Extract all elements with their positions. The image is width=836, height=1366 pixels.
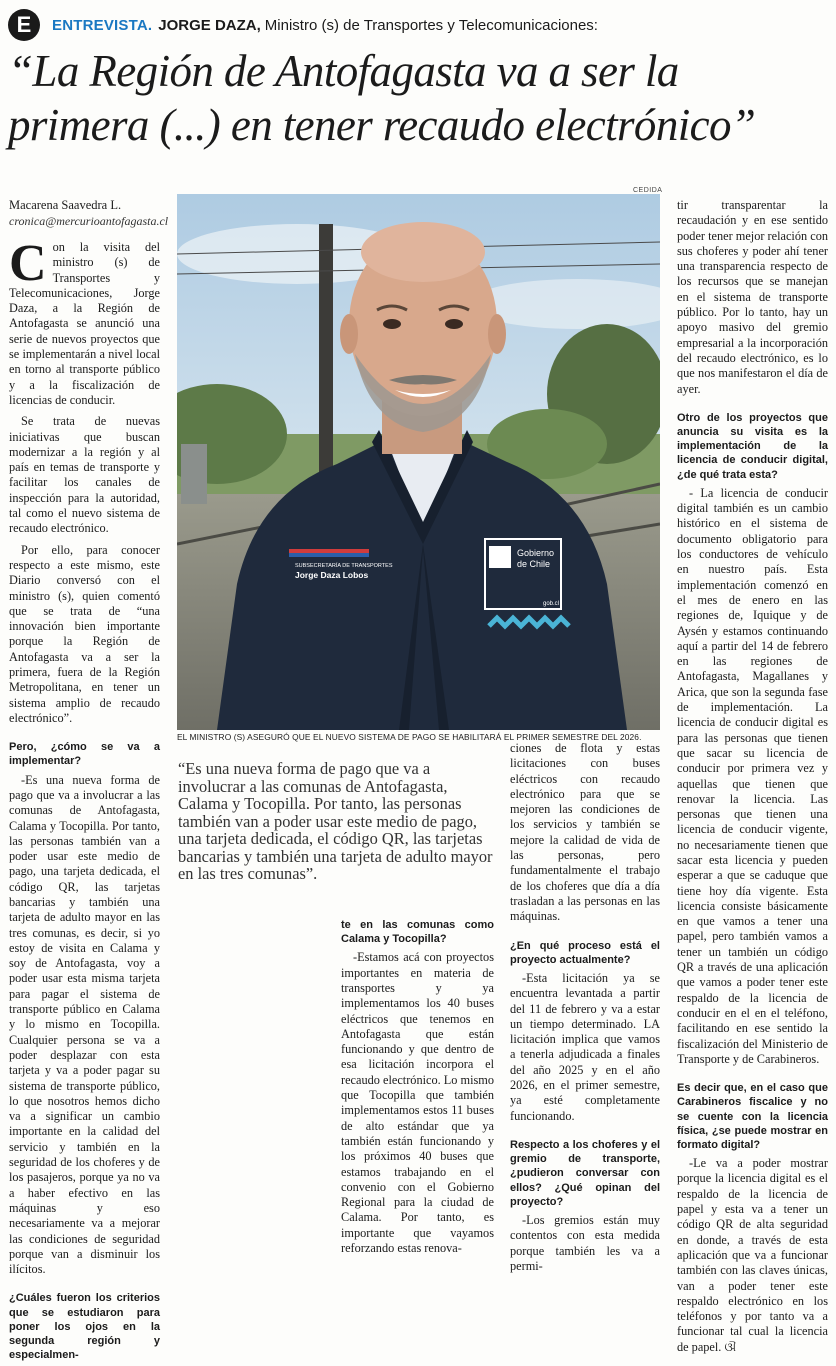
paragraph-text: on la visita del ministro (s) de Transportes y Telecomunicaciones, Jorge Daza, a la Región de Antofagasta se anunció una serie de nuevos proyectos que se implementarán a nivel local en torno al transporte público y a la fiscalización de licencias de conducir.	[9, 240, 160, 407]
answer-continued: tir transparentar la recaudación y en ese sentido poder tener mejor relación con sus choferes y poder ahí tener una transparencia respecto de los recursos que se manejan en el sistema de transporte público. Por lo tanto, hay un apoyo masivo del gremio empresarial a la incorporación del recaudo electrónico, es lo que nos manifestaron el día de ayer.	[677, 198, 828, 396]
photo-caption: EL MINISTRO (S) ASEGURÓ QUE EL NUEVO SISTEMA DE PAGO SE HABILITARÁ EL PRIMER SEMESTRE DEL 2026.	[177, 732, 642, 742]
photo-credit: CEDIDA	[633, 187, 663, 194]
column-3	[510, 741, 660, 1280]
question: Es decir que, en el caso que Carabineros fiscalice y no se cuente con la licencia física, ¿se puede mostrar en formato digital?	[677, 1082, 828, 1151]
column-1	[9, 235, 160, 1366]
question-continued: te en las comunas como Calama y Tocopilla?	[341, 919, 494, 946]
answer: - La licencia de conducir digital también es un cambio histórico en el sistema de documento obligatorio para los conductores de vehículo en nuestro país. Esta implementación comenzó en el mes de enero en las regiones de, Iquique y de Aysén y estamos continuando aquí a partir del 14 de febrero en las regiones de Antofagasta, Magallanes y Arica, que son la segunda fase de implementación. La licencia de conducir digital es para las personas que tienen que sacar su licencia de conducir por primera vez y aquellas que tienen que renovar la licencia. Las personas que tienen una licencia de conducir vigente, no necesariamente tienen que sacar esta licencia y pueden esperar a que se caduque que tiene hoy día vigente. Esta licencia consiste básicamente en que vamos a tener una papel, pero también vamos a tener un también un código QR a través de una aplicación que vamos a poder tener este respaldo de la licencia de conducir en el en el teléfono, facilitando en ese sentido la fiscalización del Ministerio de Transporte y de Carabineros.	[677, 485, 828, 1066]
byline-email: cronica@mercurioantofagasta.cl	[9, 214, 169, 228]
section-badge: E	[8, 9, 40, 41]
end-of-article-icon: ଔ	[724, 1339, 736, 1354]
lead-paragraph	[9, 235, 160, 408]
answer-continued: ciones de flota y estas licitaciones con buses eléctricos con recaudo electrónico para que se mejoren las condiciones de los servicios y también se mejore la calidad de vida de las personas, pero fundamentalmente el trabajo de los choferes que día a día trasladan a las personas en las máquinas.	[510, 741, 660, 924]
question: ¿Cuáles fueron los criterios que se estudiaron para poner los ojos en la segunda región y especialmen-	[9, 1292, 160, 1362]
answer-text: -Le va a poder mostrar porque la licencia digital es el respaldo de la licencia de papel y esta va a tener un código QR de alta seguridad en donde, a través de esta aplicación que va a funcionar también con las claves únicas, van a poder tener este respaldo electrónico en los teléfonos y por tanto va a funcionar tal cual la licencia de papel.	[677, 1156, 828, 1354]
logo-url-text: gob.cl	[543, 601, 560, 607]
answer	[677, 1156, 828, 1355]
question: Otro de los proyectos que anuncia su visita es la implementación de la licencia de conducir digital, ¿de qué trata esta?	[677, 411, 828, 481]
answer: -Estamos acá con proyectos importantes en materia de transportes y ya implementamos los 40 buses eléctricos que tenemos en Antofagasta que están funcionando y que dentro de esa licitación incorpora el recaudo electrónico. Lo mismo que Tocopilla que también implementamos estos 11 buses de alto estándar que ya también están funcionando y los próximos 40 buses que estamos trabajando en el convenio con el Gobierno Regional para la ciudad de Calama. Por tanto, es importante que vayamos reforzando estas renova-	[341, 950, 494, 1256]
paragraph: Se trata de nuevas iniciativas que buscan modernizar a la región y al país en temas de transporte y facilitar los canales de inspección para la autoridad, tal como el nuevo sistema de recaudo electrónico.	[9, 414, 160, 536]
pull-quote: “Es una nueva forma de pago que va a involucrar a las comunas de Antofagasta, Calama y Tocopilla. Por tanto, las personas también van a poder usar este medio de pago, una tarjeta dedicada, el código QR, las tarjetas bancarias y también una tarjeta de adulto mayor en las tres comunas”.	[178, 759, 493, 883]
badge-subsecretaria-text: SUBSECRETARÍA DE TRANSPORTES	[295, 563, 393, 569]
drop-cap: C	[9, 235, 47, 292]
headline: “La Región de Antofagasta va a ser la primera (...) en tener recaudo electrónico”	[8, 46, 756, 150]
answer: -Los gremios están muy contentos con esta medida porque también les va a permi-	[510, 1212, 660, 1273]
section-label: ENTREVISTA.	[52, 16, 153, 34]
kicker	[8, 8, 598, 42]
interviewee-role: Ministro (s) de Transportes y Telecomunicaciones:	[264, 16, 598, 34]
paragraph: Por ello, para conocer respecto a este mismo, este Diario conversó con el ministro (s), quien comentó que se trata de “una innovación bien importante porque la Región de Antofagasta va a ser la primera, fuera de la Región Metropolitana, en tener un sistema amplio de recaudo electrónico”.	[9, 542, 160, 725]
question: ¿En qué proceso está el proyecto actualmente?	[510, 939, 660, 966]
badge-name-text: Jorge Daza Lobos	[295, 570, 369, 580]
minister-photo	[177, 194, 660, 730]
question: Respecto a los choferes y el gremio de transporte, ¿pudieron conversar con ellos? ¿Qué opinan del proyecto?	[510, 1138, 660, 1208]
interviewee-name: JORGE DAZA,	[158, 16, 261, 34]
column-2	[341, 918, 494, 1262]
column-4	[677, 198, 828, 1361]
byline-author: Macarena Saavedra L.	[9, 198, 122, 212]
answer: -Esta licitación ya se encuentra levantada a partir del 11 de febrero y va a estar un tiempo determinado. LA licitación implica que vamos a tenerla adjudicada a finales del año 2025 y en el año 2026, en el primer semestre, ya esté completamente funcionando.	[510, 970, 660, 1123]
answer: -Es una nueva forma de pago que va a involucrar a las comunas de Antofagasta, Calama y Tocopilla. Por tanto, las personas también van a poder usar este medio de pago, una tarjeta dedicada, el código QR, las tarjetas bancarias y también una tarjeta de adulto mayor en las tres comunas, es decir, si yo estoy de visita en Calama y soy de Antofagasta, voy a poder usar esta misma tarjeta para pagar el sistema de transporte público en Calama y lo mismo en Tocopilla. Cualquier persona se va a poder desplazar con esta tarjeta y va a poder pagar su sistema de transporte público, lo que nosotros hemos dicho va a significar un cambio importante en la calidad del servicio y también en la seguridad de los choferes y de los pasajeros, porque ya no va a haber efectivo en las máquinas y eso necesariamente va a mejorar las condiciones de seguridad porque van a disminuir los ilícitos.	[9, 772, 160, 1277]
logo-gobierno-text: Gobierno	[517, 548, 555, 558]
question: Pero, ¿cómo se va a implementar?	[9, 741, 160, 768]
logo-dechile-text: de Chile	[517, 559, 551, 569]
